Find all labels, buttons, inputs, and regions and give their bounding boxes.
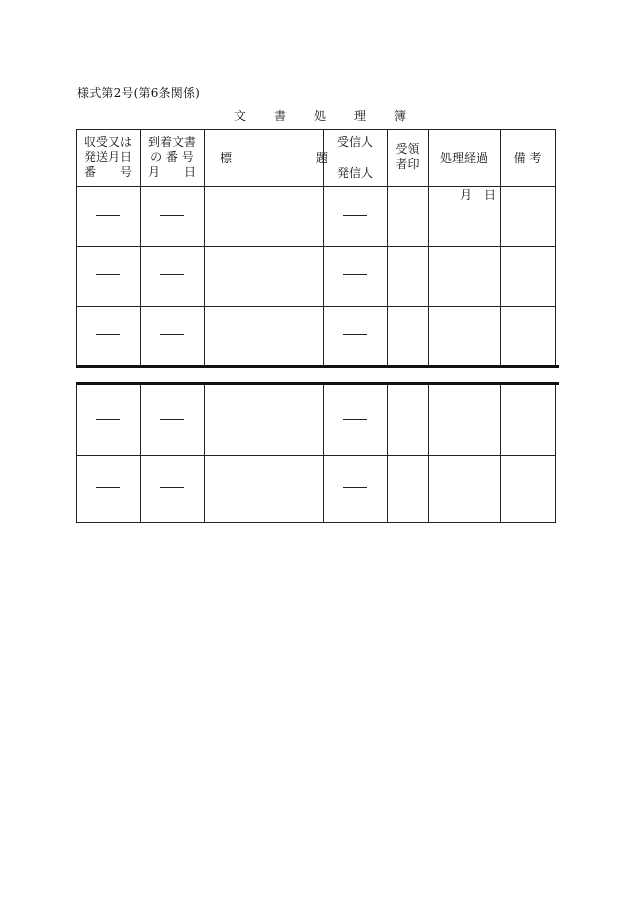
- empty-dash: [152, 328, 192, 335]
- empty-dash: [88, 481, 128, 488]
- column-divider: [140, 385, 141, 522]
- empty-dash: [335, 328, 375, 335]
- table-border-right: [555, 385, 556, 522]
- column-divider: [204, 385, 205, 522]
- document-title: 文書処理簿: [234, 109, 435, 123]
- empty-dash: [335, 268, 375, 275]
- table-border-right: [555, 129, 556, 366]
- row-divider: [76, 306, 556, 307]
- header-col-remarks: 備 考: [513, 151, 542, 165]
- column-divider: [323, 385, 324, 522]
- column-divider: [387, 385, 388, 522]
- header-col-recipient: 受信人: [336, 135, 373, 149]
- empty-dash: [88, 328, 128, 335]
- break-line-lower: [76, 382, 559, 385]
- empty-dash: [335, 209, 375, 216]
- empty-dash: [88, 209, 128, 216]
- empty-dash: [335, 481, 375, 488]
- row-divider: [76, 246, 556, 247]
- form-label: 様式第2号(第6条関係): [77, 86, 201, 100]
- table-border-top: [76, 129, 556, 130]
- column-divider: [204, 129, 205, 366]
- header-col-sender: 発信人: [336, 166, 373, 180]
- table-border-left: [76, 385, 77, 522]
- header-col-processing: 処理経過: [439, 151, 488, 165]
- empty-dash: [88, 413, 128, 420]
- empty-dash: [335, 413, 375, 420]
- header-col-receipt-send: 収受又は 発送月日 番 号: [83, 135, 132, 179]
- header-col-receiver-seal: 受領 者印: [395, 142, 420, 171]
- empty-dash: [152, 268, 192, 275]
- header-row-divider: [76, 186, 556, 187]
- header-col-arrival-number: 到着文書 の 番 号 月 日: [147, 135, 196, 179]
- column-divider: [500, 385, 501, 522]
- empty-dash: [88, 268, 128, 275]
- empty-dash: [152, 413, 192, 420]
- processing-date-note: 月 日: [460, 188, 497, 202]
- break-line-upper: [76, 365, 559, 368]
- empty-dash: [152, 481, 192, 488]
- empty-dash: [152, 209, 192, 216]
- table-border-bottom: [76, 522, 556, 523]
- column-divider: [428, 385, 429, 522]
- row-divider: [76, 455, 556, 456]
- header-col-subject: 標 題: [220, 151, 329, 165]
